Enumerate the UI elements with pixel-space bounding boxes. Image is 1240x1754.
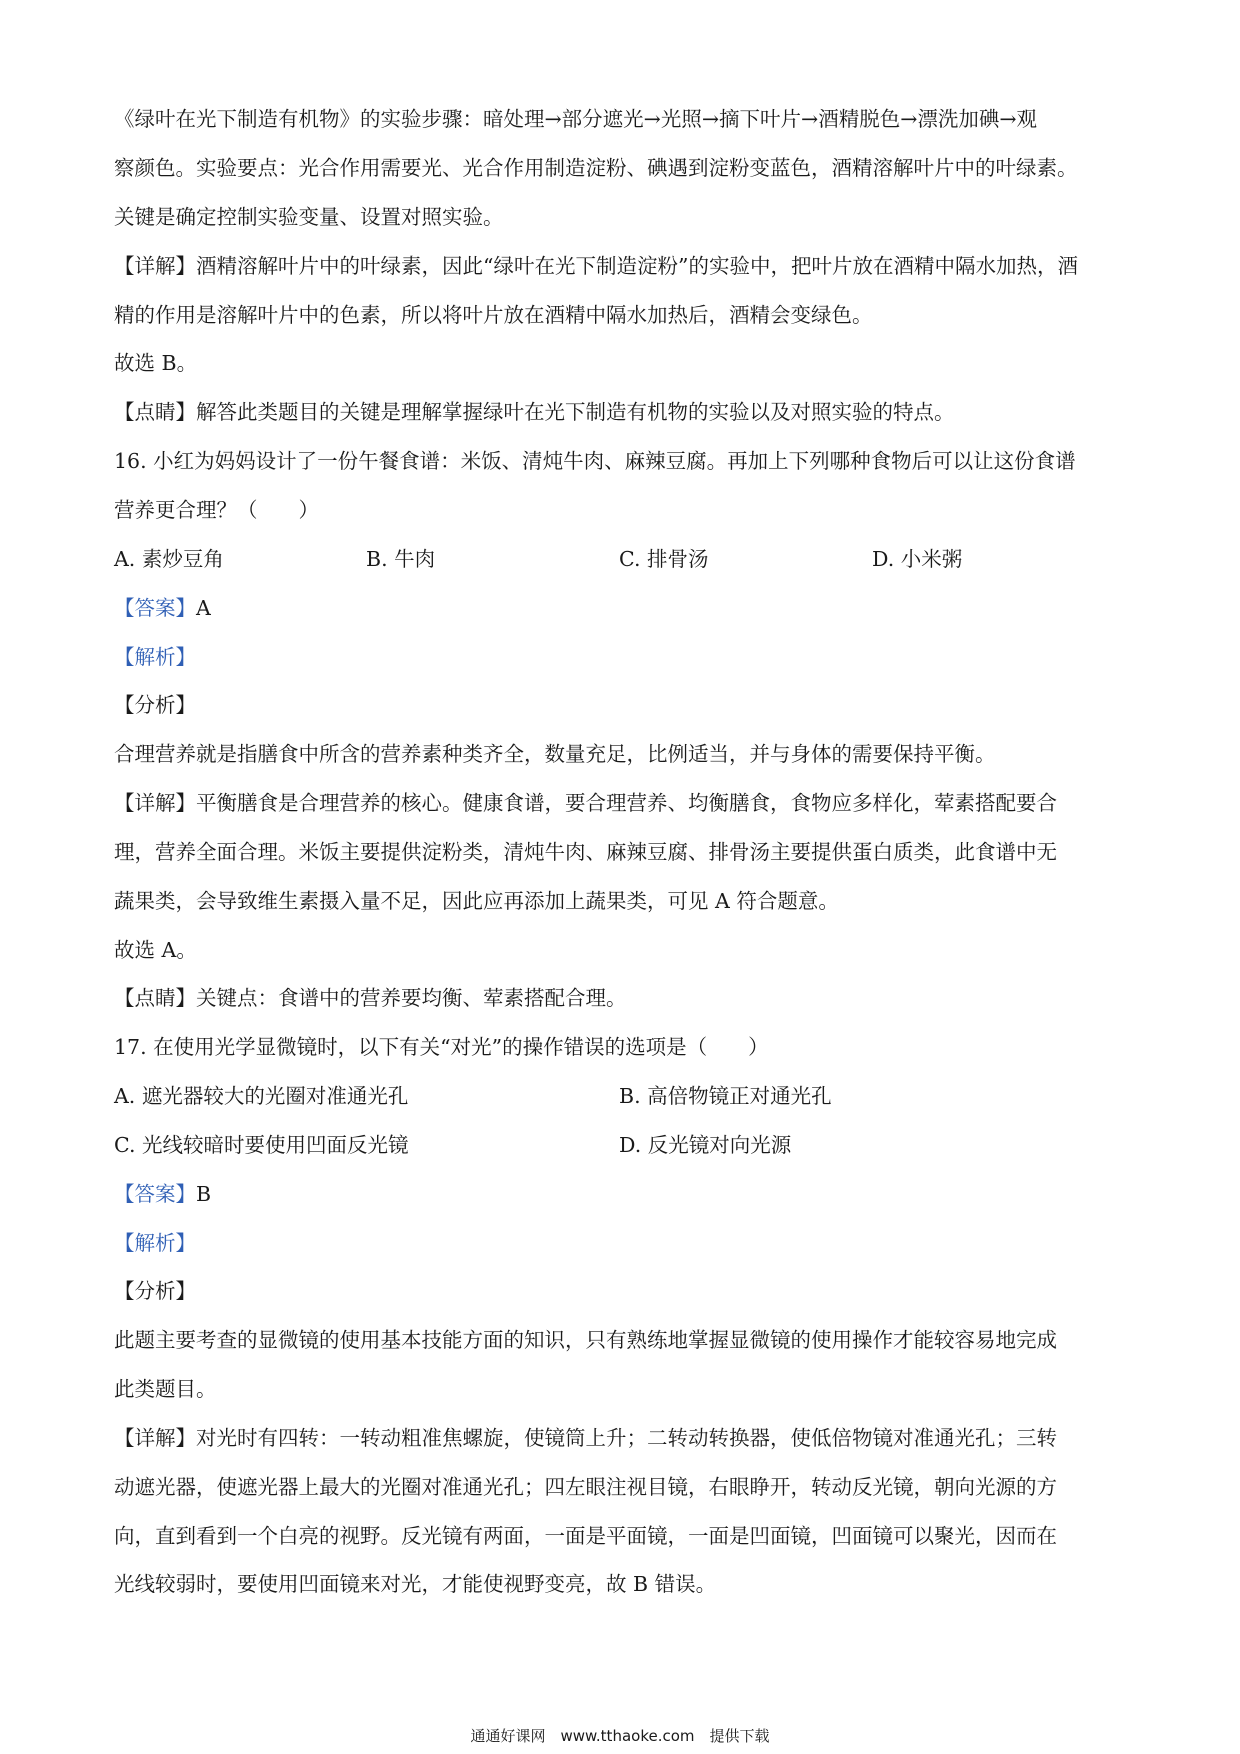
intro-line-3: 关键是确定控制实验变量、设置对照实验。 (114, 205, 504, 229)
q17-option-a: A. 遮光器较大的光圈对准通光孔 (114, 1084, 409, 1108)
q16-stem-line-2: 营养更合理？（ ） (114, 498, 319, 522)
q17-answer (114, 1184, 1129, 1205)
q17-detail-line-3: 向，直到看到一个白亮的视野。反光镜有两面，一面是平面镜，一面是凹面镜，凹面镜可以聚光，因而在 (114, 1524, 1057, 1548)
q16-fenxi-label: 【分析】 (114, 693, 196, 717)
q16-detail-line-2: 理，营养全面合理。米饭主要提供淀粉类，清炖牛肉、麻辣豆腐、排骨汤主要提供蛋白质类，此食谱中无 (114, 840, 1057, 864)
q16-option-b: B. 牛肉 (366, 547, 436, 571)
q15-detail-line-1: 【详解】酒精溶解叶片中的叶绿素，因此“绿叶在光下制造淀粉”的实验中，把叶片放在酒精中隔水加热，酒 (114, 254, 1078, 278)
q16-option-c: C. 排骨汤 (619, 547, 709, 571)
page-footer: 通通好课网 www.tthaoke.com 提供下载 (470, 1727, 770, 1745)
q16-answer (114, 598, 1129, 619)
intro-line-1: 《绿叶在光下制造有机物》的实验步骤：暗处理→部分遮光→光照→摘下叶片→酒精脱色→漂洗加碘→观 (114, 107, 1038, 131)
q17-analysis-label: 【解析】 (114, 1231, 196, 1255)
q17-answer-label: 【答案】 (114, 1182, 196, 1206)
q17-fenxi-label: 【分析】 (114, 1279, 196, 1303)
q17-answer-value: B (196, 1182, 212, 1206)
q17-option-c: C. 光线较暗时要使用凹面反光镜 (114, 1133, 409, 1157)
q17-fenxi-line-2: 此类题目。 (114, 1377, 217, 1401)
q17-detail-line-2: 动遮光器，使遮光器上最大的光圈对准通光孔；四左眼注视目镜，右眼睁开，转动反光镜，朝向光源的方 (114, 1475, 1057, 1499)
q17-fenxi-line-1: 此题主要考查的显微镜的使用基本技能方面的知识，只有熟练地掌握显微镜的使用操作才能较容易地完成 (114, 1328, 1057, 1352)
q16-detail-line-3: 蔬果类，会导致维生素摄入量不足，因此应再添加上蔬果类，可见 A 符合题意。 (114, 889, 839, 913)
q15-choice: 故选 B。 (114, 351, 198, 375)
q16-analysis-label: 【解析】 (114, 645, 196, 669)
q16-option-a: A. 素炒豆角 (114, 547, 224, 571)
q17-stem: 17. 在使用光学显微镜时，以下有关“对光”的操作错误的选项是（ ） (114, 1035, 769, 1059)
q16-answer-value: A (196, 596, 211, 620)
q16-choice: 故选 A。 (114, 938, 197, 962)
q17-detail-line-1: 【详解】对光时有四转：一转动粗准焦螺旋，使镜筒上升；二转动转换器，使低倍物镜对准通光孔；三转 (114, 1426, 1057, 1450)
intro-line-2: 察颜色。实验要点：光合作用需要光、光合作用制造淀粉、碘遇到淀粉变蓝色，酒精溶解叶片中的叶绿素。 (114, 156, 1078, 180)
q17-option-d: D. 反光镜对向光源 (619, 1133, 792, 1157)
q15-tip: 【点睛】解答此类题目的关键是理解掌握绿叶在光下制造有机物的实验以及对照实验的特点。 (114, 400, 955, 424)
q16-stem-line-1: 16. 小红为妈妈设计了一份午餐食谱：米饭、清炖牛肉、麻辣豆腐。再加上下列哪种食物后可以让这份食谱 (114, 449, 1076, 473)
q16-tip: 【点睛】关键点：食谱中的营养要均衡、荤素搭配合理。 (114, 986, 627, 1010)
q17-detail-line-4: 光线较弱时，要使用凹面镜来对光，才能使视野变亮，故 B 错误。 (114, 1572, 717, 1596)
q16-option-d: D. 小米粥 (872, 547, 963, 571)
q16-answer-label: 【答案】 (114, 596, 196, 620)
q16-detail-line-1: 【详解】平衡膳食是合理营养的核心。健康食谱，要合理营养、均衡膳食，食物应多样化，荤素搭配要合 (114, 791, 1057, 815)
q15-detail-line-2: 精的作用是溶解叶片中的色素，所以将叶片放在酒精中隔水加热后，酒精会变绿色。 (114, 303, 873, 327)
q16-fenxi-text: 合理营养就是指膳食中所含的营养素种类齐全，数量充足，比例适当，并与身体的需要保持平衡。 (114, 742, 996, 766)
q17-option-b: B. 高倍物镜正对通光孔 (619, 1084, 832, 1108)
